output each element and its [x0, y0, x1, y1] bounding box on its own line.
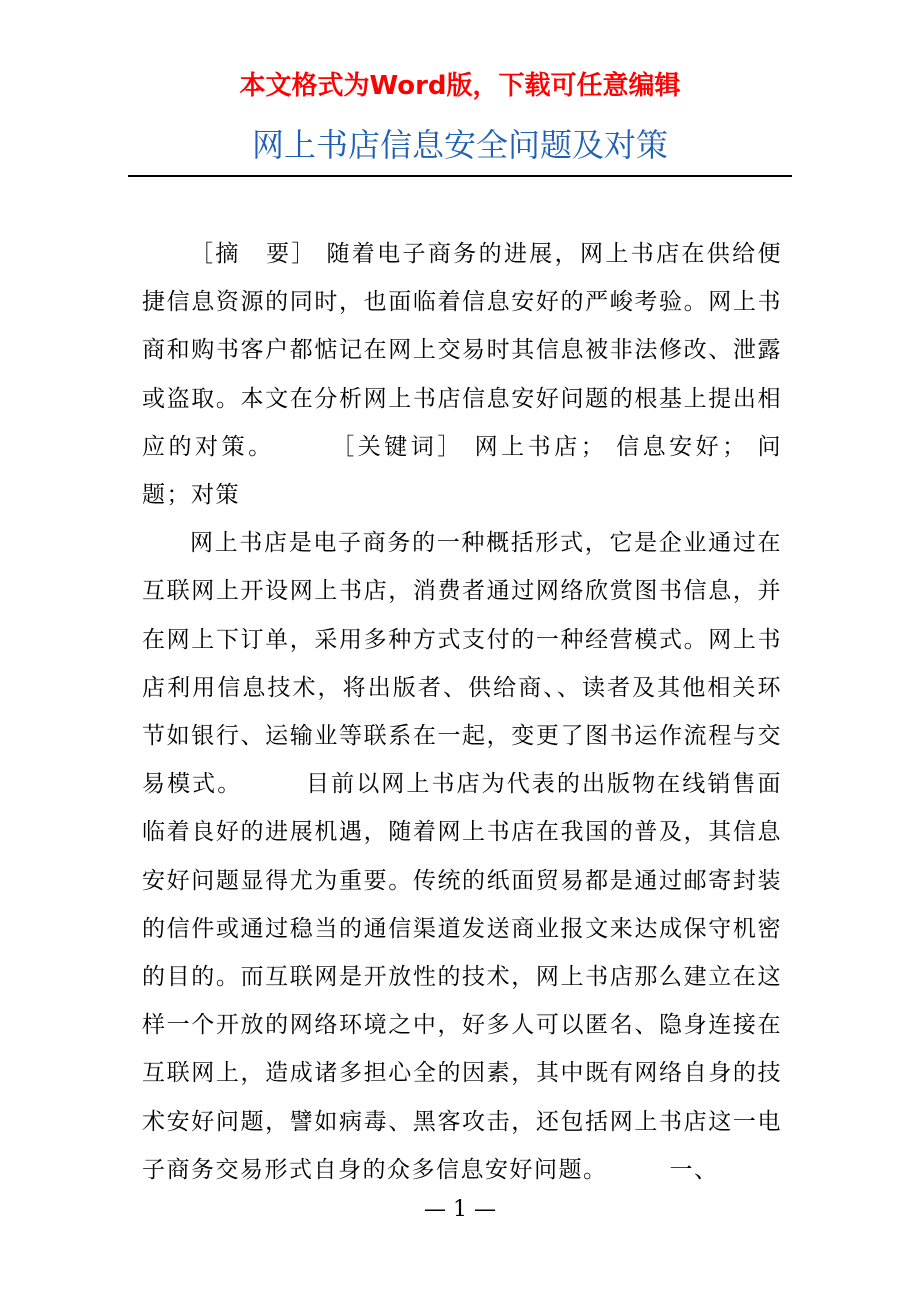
title-divider: [128, 175, 792, 177]
document-body: [142, 230, 782, 1194]
document-title: 网上书店信息安全问题及对策: [251, 126, 668, 164]
body-paragraph: 网上书店是电子商务的一种概括形式，它是企业通过在互联网上开设网上书店，消费者通过网络欣赏图书信息，并在网上下订单，采用多种方式支付的一种经营模式。网上书店利用信息技术，将出版者、供给商、、读者及其他相关环节如银行、运输业等联系在一起，变更了图书运作流程与交易模式。 目前以网上书店为代表的出版物在线销售面临着良好的进展机遇，随着网上书店在我国的普及，其信息安好问题显得尤为重要。传统的纸面贸易都是通过邮寄封装的信件或通过稳当的通信渠道发送商业报文来达成保守机密的目的。而互联网是开放性的技术，网上书店那么建立在这样一个开放的网络环境之中，好多人可以匿名、隐身连接在互联网上，造成诸多担心全的因素，其中既有网络自身的技术安好问题，譬如病毒、黑客攻击，还包括网上书店这一电子商务交易形式自身的众多信息安好问题。 一、: [142, 530, 782, 1183]
download-notice-banner: 本文格式为Word版，下载可任意编辑: [239, 71, 681, 101]
abstract-paragraph: ［摘 要］ 随着电子商务的进展，网上书店在供给便捷信息资源的同时，也面临着信息安好的严峻考验。网上书商和购书客户都惦记在网上交易时其信息被非法修改、泄露或盗取。本文在分析网上书店信息安好问题的根基上提出相应的对策。 ［关键词］ 网上书店； 信息安好； 问题；对策: [142, 241, 782, 509]
page-number: — 1 —: [424, 1197, 496, 1222]
